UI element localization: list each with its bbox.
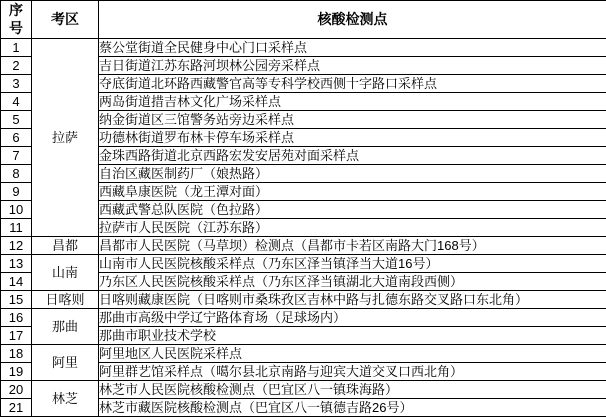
row-number-cell: 11	[1, 219, 32, 237]
row-number-cell: 7	[1, 147, 32, 165]
site-cell: 夺底街道北环路西藏警官高等专科学校西侧十字路口采样点	[99, 75, 606, 93]
row-number-cell: 4	[1, 93, 32, 111]
table-row	[1, 39, 606, 57]
header-serial-number: 序号	[1, 1, 32, 39]
header-exam-area: 考区	[32, 1, 99, 39]
region-cell-changdu: 昌都	[32, 237, 99, 255]
region-cell-lhasa: 拉萨	[32, 39, 99, 237]
table-row	[1, 237, 606, 255]
site-cell: 金珠西路街道北京西路宏发安居苑对面采样点	[99, 147, 606, 165]
table-row	[1, 291, 606, 309]
row-number-cell: 19	[1, 363, 32, 381]
region-cell-ali: 阿里	[32, 345, 99, 381]
site-cell: 拉萨市人民医院（江苏东路）	[99, 219, 606, 237]
row-number-cell: 6	[1, 129, 32, 147]
row-number-cell: 2	[1, 57, 32, 75]
row-number-cell: 1	[1, 39, 32, 57]
row-number-cell: 15	[1, 291, 32, 309]
row-number-cell: 14	[1, 273, 32, 291]
row-number-cell: 3	[1, 75, 32, 93]
row-number-cell: 18	[1, 345, 32, 363]
site-cell: 乃东区人民医院核酸采样点（乃东区泽当镇湖北大道南段西侧）	[99, 273, 606, 291]
site-cell: 林芝市人民医院核酸检测点（巴宜区八一镇珠海路）	[99, 381, 606, 399]
site-cell: 自治区藏医制药厂（娘热路）	[99, 165, 606, 183]
header-row	[1, 1, 606, 39]
site-cell: 山南市人民医院核酸采样点（乃东区泽当镇泽当大道16号）	[99, 255, 606, 273]
site-cell: 昌都市人民医院（马草坝）检测点（昌都市卡若区南路大门168号）	[99, 237, 606, 255]
row-number-cell: 9	[1, 183, 32, 201]
header-testing-point: 核酸检测点	[99, 1, 606, 39]
site-cell: 蔡公堂街道全民健身中心门口采样点	[99, 39, 606, 57]
table-row	[1, 255, 606, 273]
row-number-cell: 12	[1, 237, 32, 255]
region-cell-shannan: 山南	[32, 255, 99, 291]
row-number-cell: 20	[1, 381, 32, 399]
site-cell: 功德林街道罗布林卡停车场采样点	[99, 129, 606, 147]
site-cell: 那曲市职业技术学校	[99, 327, 606, 345]
site-cell: 日喀则藏康医院（日喀则市桑珠孜区吉林中路与扎德东路交叉路口东北角）	[99, 291, 606, 309]
region-cell-rikaze: 日喀则	[32, 291, 99, 309]
region-cell-linzhi: 林芝	[32, 381, 99, 417]
table-row	[1, 381, 606, 399]
row-number-cell: 10	[1, 201, 32, 219]
site-cell: 林芝市藏医院核酸检测点（巴宜区八一镇德吉路26号）	[99, 399, 606, 417]
region-cell-naqu: 那曲	[32, 309, 99, 345]
site-cell: 吉日街道江苏东路河坝林公园旁采样点	[99, 57, 606, 75]
row-number-cell: 16	[1, 309, 32, 327]
row-number-cell: 13	[1, 255, 32, 273]
site-cell: 阿里群艺馆采样点（噶尔县北京南路与迎宾大道交叉口西北角）	[99, 363, 606, 381]
site-cell: 纳金街道区三馆警务站旁边采样点	[99, 111, 606, 129]
site-cell: 两岛街道措吉林文化广场采样点	[99, 93, 606, 111]
table-row	[1, 309, 606, 327]
row-number-cell: 8	[1, 165, 32, 183]
row-number-cell: 17	[1, 327, 32, 345]
row-number-cell: 5	[1, 111, 32, 129]
table-row	[1, 345, 606, 363]
site-cell: 那曲市高级中学辽宁路体育场（足球场内）	[99, 309, 606, 327]
row-number-cell: 21	[1, 399, 32, 417]
site-cell: 阿里地区人民医院采样点	[99, 345, 606, 363]
site-cell: 西藏武警总队医院（色拉路）	[99, 201, 606, 219]
site-cell: 西藏阜康医院（龙王潭对面）	[99, 183, 606, 201]
